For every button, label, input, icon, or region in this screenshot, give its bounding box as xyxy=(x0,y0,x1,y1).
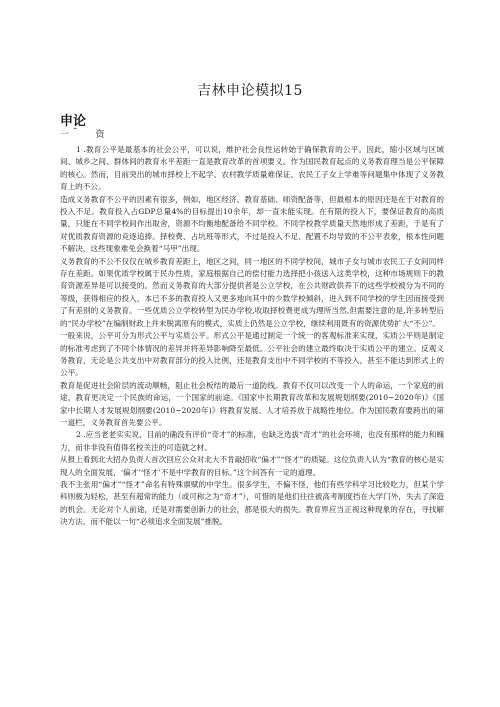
paragraph-3: 义务教育的不公不仅仅在城乡教育差距上，地区之间，同一地区的不同学校间，城市子女与城市农民工子女间同样存在差距。如果优质学校属于民办性质，家庭根据自己的偿付能力选择把小孩送入这类学校，这种市场规则下的教育资源差异是可以接受的。然而义务教育的大部分提供者是公立学校，在公共财政供养下的这些学校被分为不同的等级，获得相应的投入，本已不多的教育投入又更多地向其中的少数学校倾斜，进入到不同学校的学生因而接受到了有差别的义务教育。一些优质公立学校转型为民办学校,收取择校费更成为理所当然,但需要注意的是,许多转型后的“民办学校”在编制财政上并未脱离原有的模式，实质上仍然是公立学校，继续利用既有的资源优势扩大“不公”。 xyxy=(60,256,444,328)
body-text xyxy=(60,144,444,529)
paragraph-6: 2 .应当老老实实说，目前的确没有评价“奇才”的标准，也缺乏选拔“奇才”的社会环境，也没有那样的能力和魄力，而非非没有值得名校关注的可造就之材。 xyxy=(60,430,444,452)
paragraph-5: 教育是促进社会阶层的流动顺畅，阻止社会板结的最后一道防线。教育不仅可以改变一个人的命运，一个家庭的前途，教育更决定一个民族的命运，一个国家的前途。《国家中长期教育改革和发展规划纲要(2010~2020年)》《国家中长期人才发展规划纲要(2010~2020年)》将教育发展、人才培养放于战略性地位。作为国民教育要跨出的第一道栏，义务教育首先要公平。 xyxy=(60,380,444,427)
section-heading: 申论 xyxy=(60,114,87,129)
paragraph-2: 造成义务教育不公平的因素有很多，例如，地区经济、教育基础、师资配备等，但最根本的原因还是在于对教育的投入不足。教育投入占GDP总量4%的目标提出10余年，却一直未能实现。在有限的投入下，要保证教育的高质量，只能在不同学校间作出取舍，资源不均衡地配备给不同学校。不同学校教学质量天然地形成了差距，于是有了对优质教育资源的竞逐追捧。择校费、占坑班等形式，不过是投入不足、配置不均导致的不公平表象，根本性问题不解决，这些现象难免会换着“马甲”出现。 xyxy=(60,194,444,254)
sub-heading-dash: 一 xyxy=(60,130,72,140)
paragraph-4: 一般来说，公平可分为形式公平与实质公平。形式公平是通过制定一个统一的客观标准来实现，实质公平则是制定的标准考虑到了不同个体情况的差异并将差异影响降至最低。公平社会的建立最终取决于实质公平的建立。反观义务教育，无论是公共支出中对教育部分的投入比例，还是教育支出中不同学校的不等投入，甚至不能达到形式上的公平。 xyxy=(60,331,444,378)
paragraph-7: 从报上看到北大招办负责人首次回应公众对北大不肯敲招收“偏才”“怪才”的质疑。这位负责人认为“教育的核心是实现人的全面发展，‘偏才’‘怪才’不是中学教育的目标。”这个问答有一定的道理。 xyxy=(60,455,444,477)
paragraph-1: 1 .教育公平是最基本的社会公平，可以说，维护社会良性运转始于确保教育的公平。因此，缩小区域与区域间、城乡之间、群体间的教育水平差距一直是教育改革的首项要义。作为国民教育起点的义务教育理当是公平保障的核心。然而，目前突出的城市择校上不起学、农村教学质量难保证、农民工子女上学难等问题集中体现了义务教育上的不公。 xyxy=(60,145,444,192)
document-title: 吉林申论模拟15 xyxy=(197,83,303,99)
sub-heading-text: 资 xyxy=(95,130,107,140)
sub-heading-mark: ˉ xyxy=(73,128,80,138)
paragraph-8: 我不主张用“偏才”“怪才”命名有特殊禀赋的中学生。很多学生，不偏不怪，他们有些学科学习比较吃力，但某个学科则极为轻松，甚至有超常的能力（或可称之为“奇才”），可惜的是他们往往被高考制度挡在大学门外，失去了深造的机会。无论对个人前途，还是对需要创新力的社会，都是很大的损失。教育界应当正视这种现象的存在，寻找解决方法，而不能以一句“必须追求全面发展”推脱。 xyxy=(60,479,444,527)
sub-heading xyxy=(60,127,107,140)
